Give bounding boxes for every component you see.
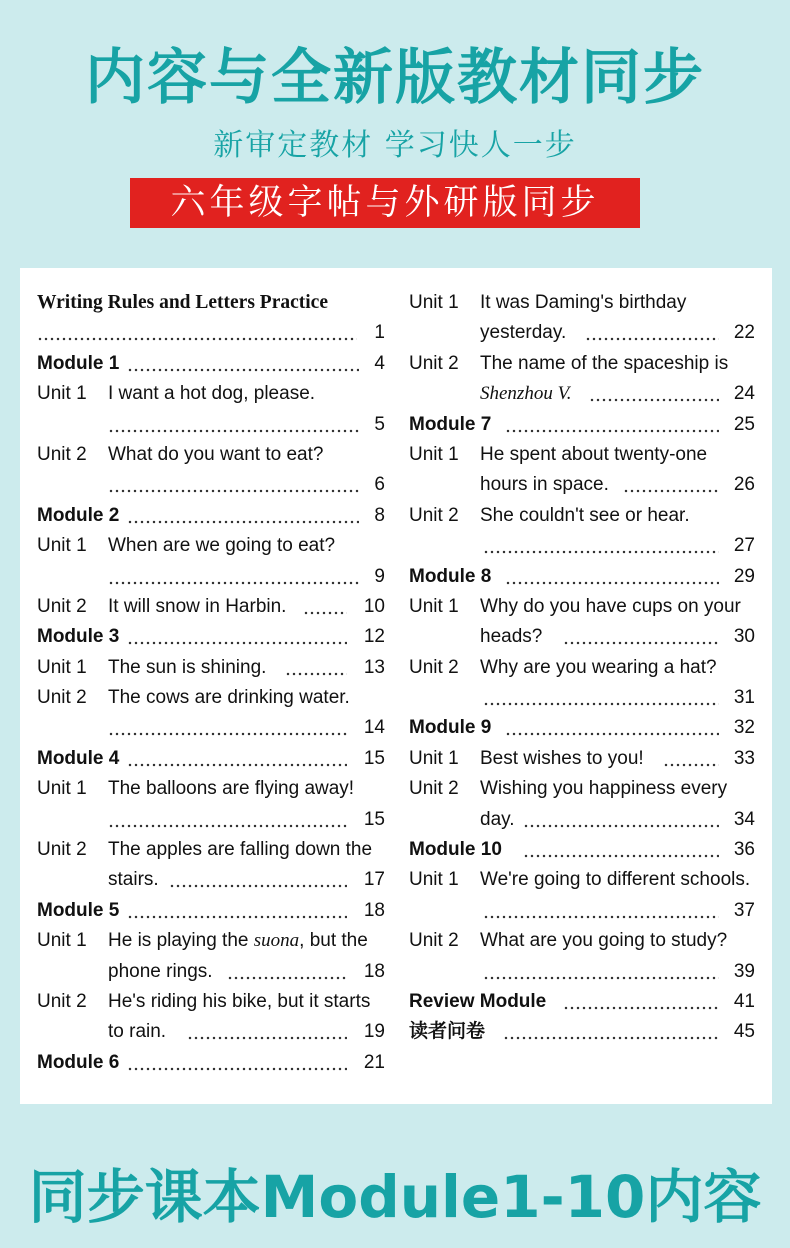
unit-title: Why are you wearing a hat? <box>480 656 717 678</box>
page-subtitle: 新审定教材 学习快人一步 <box>213 128 577 163</box>
unit-title: The sun is shining. <box>108 656 267 678</box>
toc-entry-m7-unit-2[interactable] <box>409 501 755 531</box>
unit-label: Unit 2 <box>37 839 87 861</box>
unit-title-cont: phone rings. <box>108 960 213 982</box>
page-number: 21 <box>363 1051 385 1073</box>
page-number: 31 <box>733 687 755 709</box>
dot-leader <box>505 410 719 440</box>
unit-title: The cows are drinking water. <box>108 687 350 709</box>
page-number: 27 <box>733 535 755 557</box>
toc-entry-m5-unit-2[interactable] <box>37 987 385 1017</box>
unit-title: Why do you have cups on your <box>480 595 741 617</box>
dot-leader <box>37 318 357 348</box>
dot-leader <box>285 653 347 683</box>
toc-entry-m1-unit-1[interactable] <box>37 379 385 409</box>
survey-label: 读者问卷 <box>409 1021 486 1043</box>
unit-label: Unit 2 <box>409 778 459 800</box>
unit-title: The balloons are flying away! <box>108 778 355 800</box>
dot-leader <box>483 683 719 713</box>
toc-entry-m1-unit-2-page <box>37 470 385 500</box>
toc-entry-m4-unit-1-page <box>37 805 385 835</box>
unit-title: I want a hot dog, please. <box>108 383 316 405</box>
dot-leader <box>227 957 347 987</box>
module-label: Module 4 <box>37 747 120 769</box>
toc-entry-module-1[interactable] <box>37 349 385 379</box>
toc-entry-m8-unit-1[interactable] <box>409 592 755 622</box>
page-number: 39 <box>733 960 755 982</box>
page-number: 33 <box>733 747 755 769</box>
toc-entry-m2-unit-1-page <box>37 562 385 592</box>
toc-right-column <box>409 288 755 1048</box>
toc-entry-m5-unit-2-cont <box>37 1017 385 1047</box>
toc-entry-m5-unit-1-cont <box>37 957 385 987</box>
module-label: Module 9 <box>409 717 492 739</box>
toc-intro-title-line <box>37 288 385 318</box>
page-number: 22 <box>733 322 755 344</box>
table-of-contents <box>20 268 772 1104</box>
unit-label: Unit 2 <box>409 656 459 678</box>
unit-title: Best wishes to you! <box>480 747 644 769</box>
toc-entry-module-5[interactable] <box>37 896 385 926</box>
dot-leader <box>108 805 347 835</box>
unit-label: Unit 2 <box>409 504 459 526</box>
unit-title: The apples are falling down the <box>108 839 373 861</box>
unit-label: Unit 2 <box>37 990 87 1012</box>
module-label: Review Module <box>409 990 547 1012</box>
dot-leader <box>127 349 359 379</box>
unit-title-part: He is playing the <box>108 930 254 952</box>
page-number: 5 <box>374 413 385 435</box>
toc-entry-module-3[interactable] <box>37 622 385 652</box>
toc-entry-module-10[interactable] <box>409 835 755 865</box>
toc-entry-m4-unit-2-cont <box>37 865 385 895</box>
page-number: 37 <box>733 899 755 921</box>
dot-leader <box>108 562 359 592</box>
unit-title: We're going to different schools. <box>480 869 751 891</box>
dot-leader <box>108 713 347 743</box>
toc-left-column <box>37 288 385 1078</box>
intro-title: Writing Rules and Letters Practice <box>37 292 328 313</box>
module-label: Module 5 <box>37 899 120 921</box>
unit-label: Unit 2 <box>409 930 459 952</box>
dot-leader <box>505 713 719 743</box>
module-label: Module 6 <box>37 1051 120 1073</box>
toc-entry-module-2[interactable] <box>37 501 385 531</box>
toc-entry-m3-unit-2-page <box>37 713 385 743</box>
page-number: 18 <box>363 899 385 921</box>
unit-title: He spent about twenty-one <box>480 443 708 465</box>
unit-title-cont: Shenzhou V. <box>480 383 572 405</box>
unit-title: When are we going to eat? <box>108 535 336 557</box>
unit-title: She couldn't see or hear. <box>480 504 690 526</box>
page-number: 10 <box>363 595 385 617</box>
module-label: Module 10 <box>409 839 502 861</box>
module-label: Module 7 <box>409 413 492 435</box>
toc-entry-m5-unit-1[interactable] <box>37 926 385 956</box>
unit-title: What do you want to eat? <box>108 443 324 465</box>
page-number: 30 <box>733 626 755 648</box>
unit-label: Unit 2 <box>409 352 459 374</box>
dot-leader <box>483 957 719 987</box>
unit-label: Unit 1 <box>37 656 87 678</box>
unit-label: Unit 1 <box>409 443 459 465</box>
module-label: Module 1 <box>37 352 120 374</box>
unit-title: Wishing you happiness every <box>480 778 728 800</box>
unit-label: Unit 2 <box>37 687 87 709</box>
toc-entry-m4-unit-2[interactable] <box>37 835 385 865</box>
unit-title-cont: stairs. <box>108 869 159 891</box>
unit-title-part: , but the <box>299 930 368 952</box>
page-number: 32 <box>733 717 755 739</box>
page-number: 1 <box>374 322 385 344</box>
dot-leader <box>523 805 719 835</box>
toc-entry-reader-survey[interactable] <box>409 1017 755 1047</box>
toc-entry-m7-unit-2-page <box>409 531 755 561</box>
dot-leader <box>303 592 347 622</box>
page-number: 45 <box>733 1021 755 1043</box>
page-number: 8 <box>374 504 385 526</box>
page-number: 15 <box>363 808 385 830</box>
unit-label: Unit 1 <box>409 595 459 617</box>
toc-entry-m1-unit-1-page <box>37 410 385 440</box>
toc-entry-m6-unit-1[interactable] <box>409 288 755 318</box>
toc-entry-review-module[interactable] <box>409 987 755 1017</box>
toc-entry-m3-unit-1[interactable] <box>37 653 385 683</box>
page-number: 4 <box>374 352 385 374</box>
toc-entry-m9-unit-1[interactable] <box>409 744 755 774</box>
dot-leader <box>563 622 719 652</box>
dot-leader <box>483 896 719 926</box>
toc-entry-module-9[interactable] <box>409 713 755 743</box>
page-number: 34 <box>733 808 755 830</box>
dot-leader <box>585 318 719 348</box>
page-number: 15 <box>363 747 385 769</box>
toc-entry-m7-unit-1[interactable] <box>409 440 755 470</box>
toc-entry-m8-unit-2[interactable] <box>409 653 755 683</box>
page-number: 24 <box>733 383 755 405</box>
module-label: Module 3 <box>37 626 120 648</box>
dot-leader <box>663 744 719 774</box>
toc-entry-m6-unit-1-cont <box>409 318 755 348</box>
toc-entry-m10-unit-2-page <box>409 957 755 987</box>
toc-entry-m2-unit-1[interactable] <box>37 531 385 561</box>
unit-title-italic: suona <box>253 930 300 952</box>
unit-label: Unit 1 <box>37 383 87 405</box>
unit-label: Unit 2 <box>37 443 87 465</box>
dot-leader <box>108 470 359 500</box>
page-number: 12 <box>363 626 385 648</box>
toc-entry-m6-unit-2-cont <box>409 379 755 409</box>
toc-entry-intro[interactable] <box>37 318 385 348</box>
toc-entry-m10-unit-1-page <box>409 896 755 926</box>
page-number: 6 <box>374 474 385 496</box>
dot-leader <box>589 379 719 409</box>
module-label: Module 8 <box>409 565 492 587</box>
unit-title: It was Daming's birthday <box>480 292 687 313</box>
module-label: Module 2 <box>37 504 120 526</box>
toc-entry-module-8[interactable] <box>409 562 755 592</box>
page-number: 25 <box>733 413 755 435</box>
dot-leader <box>483 531 719 561</box>
page-number: 17 <box>363 869 385 891</box>
dot-leader <box>505 562 719 592</box>
page-number: 19 <box>363 1021 385 1043</box>
page-title: 内容与全新版教材同步 <box>85 43 705 113</box>
dot-leader <box>187 1017 347 1047</box>
unit-title-cont: yesterday. <box>480 322 567 344</box>
dot-leader <box>127 622 347 652</box>
dot-leader <box>127 501 359 531</box>
dot-leader <box>127 744 347 774</box>
page-number: 13 <box>363 656 385 678</box>
red-banner: 六年级字帖与外研版同步 <box>130 178 640 228</box>
page-number: 14 <box>363 717 385 739</box>
unit-title: It will snow in Harbin. <box>108 595 287 617</box>
toc-entry-m1-unit-2[interactable] <box>37 440 385 470</box>
unit-title: The name of the spaceship is <box>480 352 729 374</box>
unit-title-cont: hours in space. <box>480 474 609 496</box>
dot-leader <box>169 865 347 895</box>
footer-slogan: 同步课本Module1-10内容 <box>28 1163 762 1231</box>
unit-label: Unit 1 <box>37 930 87 952</box>
unit-title: He's riding his bike, but it starts <box>108 990 371 1012</box>
toc-entry-m3-unit-2[interactable] <box>37 683 385 713</box>
page-number: 41 <box>733 990 755 1012</box>
unit-label: Unit 1 <box>409 869 459 891</box>
toc-entry-m10-unit-1[interactable] <box>409 865 755 895</box>
page-number: 18 <box>363 960 385 982</box>
unit-label: Unit 1 <box>37 535 87 557</box>
dot-leader <box>623 470 719 500</box>
unit-title-cont: day. <box>480 808 515 830</box>
toc-entry-module-4[interactable] <box>37 744 385 774</box>
unit-label: Unit 1 <box>409 747 459 769</box>
unit-title-cont: heads? <box>480 626 543 648</box>
unit-label: Unit 2 <box>37 595 87 617</box>
toc-entry-m6-unit-2[interactable] <box>409 349 755 379</box>
toc-entry-m9-unit-2[interactable] <box>409 774 755 804</box>
dot-leader <box>108 410 359 440</box>
page-number: 29 <box>733 565 755 587</box>
dot-leader <box>127 896 347 926</box>
dot-leader <box>523 835 719 865</box>
page-number: 26 <box>733 474 755 496</box>
toc-entry-m8-unit-1-cont <box>409 622 755 652</box>
dot-leader <box>127 1048 347 1078</box>
toc-entry-module-6[interactable] <box>37 1048 385 1078</box>
dot-leader <box>563 987 719 1017</box>
unit-title: What are you going to study? <box>480 930 728 952</box>
toc-entry-m9-unit-2-cont <box>409 805 755 835</box>
unit-title <box>108 926 368 956</box>
toc-entry-m10-unit-2[interactable] <box>409 926 755 956</box>
toc-entry-m8-unit-2-page <box>409 683 755 713</box>
unit-label: Unit 1 <box>409 292 459 313</box>
unit-label: Unit 1 <box>37 778 87 800</box>
page-number: 36 <box>733 839 755 861</box>
toc-entry-module-7[interactable] <box>409 410 755 440</box>
dot-leader <box>503 1017 719 1047</box>
toc-entry-m7-unit-1-cont <box>409 470 755 500</box>
page-number: 9 <box>374 565 385 587</box>
toc-entry-m2-unit-2[interactable] <box>37 592 385 622</box>
toc-entry-m4-unit-1[interactable] <box>37 774 385 804</box>
unit-title-cont: to rain. <box>108 1021 167 1043</box>
